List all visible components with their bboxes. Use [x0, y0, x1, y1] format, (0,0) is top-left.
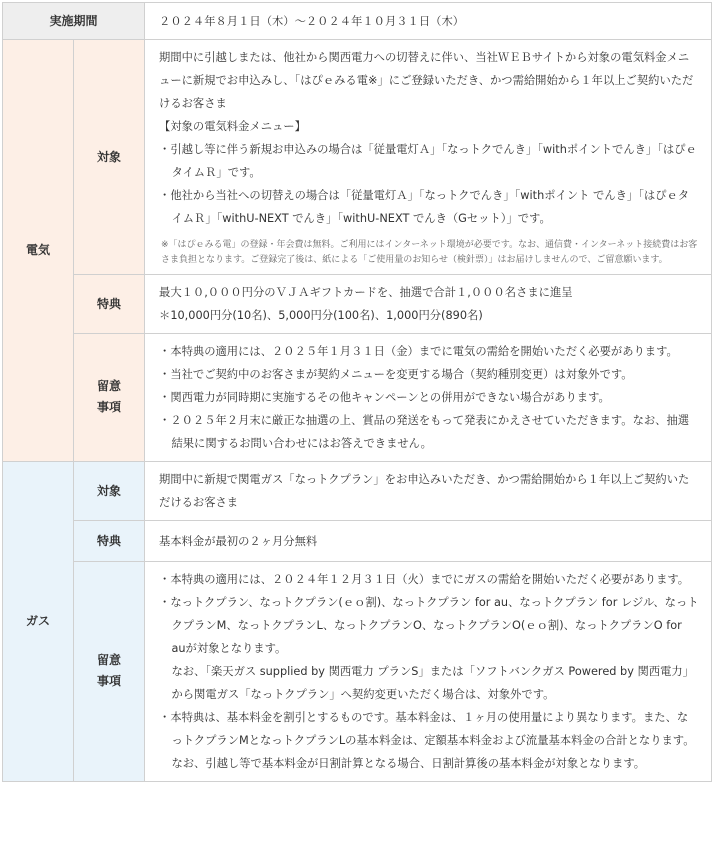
- gas-benefit-content: 基本料金が最初の２ヶ月分無料: [145, 521, 712, 562]
- campaign-details-table: [2, 2, 712, 782]
- electricity-target-footnote: ※「はぴｅみる電」の登録・年会費は無料。ご利用にはインターネット環境が必要です。なお、通信費・インターネット接続費はお客さま負担となります。ご登録完了後は、紙による「ご使用量のお知らせ（検針票）」はお届けしませんので、ご留意願います。: [161, 240, 698, 265]
- electricity-benefit-label: 特典: [74, 275, 145, 334]
- electricity-label: 電気: [3, 40, 74, 462]
- electricity-target-description: 期間中に引越しまたは、他社から関西電力への切替えに伴い、当社ＷＥＢサイトから対象の電気料金メニューに新規でお申込みし、「はぴｅみる電※」にご登録いただき、かつ需給開始から１年以上ご契約いただけるお客さま: [159, 51, 694, 110]
- gas-notes-content: [145, 562, 712, 782]
- electricity-note-item: ・当社でご契約中のお客さまが契約メニューを変更する場合（契約種別変更）は対象外です。: [159, 368, 633, 381]
- gas-target-row: [3, 462, 712, 521]
- electricity-benefit-breakdown: ＊10,000円分(10名)、5,000円分(100名)、1,000円分(890名): [159, 309, 483, 322]
- gas-target-content: 期間中に新規で関電ガス「なっトクプラン」をお申込みいただき、かつ需給開始から１年以上ご契約いただけるお客さま: [145, 462, 712, 521]
- gas-note-item: ・本特典は、基本料金を割引とするものです。基本料金は、１ヶ月の使用量により異なります。また、なっトクプランMとなっトクプランLの基本料金は、定額基本料金および流量基本料金の合計となります。なお、引越し等で基本料金が日割計算となる場合、日割計算後の基本料金が対象となります。: [159, 711, 695, 770]
- electricity-note-item: ・本特典の適用には、２０２５年１月３１日（金）までに電気の需給を開始いただく必要があります。: [159, 345, 678, 358]
- gas-target-label: 対象: [74, 462, 145, 521]
- gas-notes-label: [74, 562, 145, 782]
- electricity-menu-bullet-switch: ・他社から当社への切替えの場合は「従量電灯Ａ」「なっトクでんき」「withポイント でんき」「はぴｅタイムＲ」「withU-NEXT でんき」「withU-NEXT でんき（Gセット）」です。: [159, 189, 690, 225]
- gas-label: ガス: [3, 462, 74, 782]
- electricity-note-item: ・関西電力が同時期に実施するその他キャンペーンとの併用ができない場合があります。: [159, 391, 610, 404]
- gas-notes-row: [3, 562, 712, 782]
- period-row: [3, 3, 712, 40]
- electricity-notes-label: [74, 334, 145, 462]
- electricity-notes-label-text: 留意事項: [97, 379, 122, 414]
- period-value: ２０２４年８月１日（木）～２０２４年１０月３１日（木）: [145, 3, 712, 40]
- gas-benefit-row: [3, 521, 712, 562]
- electricity-notes-row: [3, 334, 712, 462]
- electricity-target-label: 対象: [74, 40, 145, 275]
- electricity-menu-bullet-new: ・引越し等に伴う新規お申込みの場合は「従量電灯Ａ」「なっトクでんき」「withポイントでんき」「はぴｅタイムＲ」です。: [159, 143, 697, 179]
- gas-benefit-label: 特典: [74, 521, 145, 562]
- gas-note-item: ・本特典の適用には、２０２４年１２月３１日（火）までにガスの需給を開始いただく必要があります。: [159, 573, 690, 586]
- electricity-benefit-content: [145, 275, 712, 334]
- electricity-note-item: ・２０２５年２月末に厳正な抽選の上、賞品の発送をもって発表にかえさせていただきます。なお、抽選結果に関するお問い合わせにはお答えできません。: [159, 414, 690, 450]
- gas-note-item-continuation: なお、「楽天ガス supplied by 関西電力 プランS」または「ソフトバンクガス Powered by 関西電力」から関電ガス「なっトクプラン」へ契約変更いただく場合は、対象外です。: [171, 665, 694, 701]
- gas-note-item: ・なっトクプラン、なっトクプラン(ｅｏ割)、なっトクプラン for au、なっトクプラン for レジル、なっトクプランM、なっトクプランL、なっトクプランO、なっトクプランO(ｅｏ割)、なっトクプランO for auが対象となります。: [159, 596, 699, 655]
- electricity-menu-heading: 【対象の電気料金メニュー】: [159, 120, 306, 133]
- electricity-target-content: [145, 40, 712, 275]
- electricity-target-row: [3, 40, 712, 275]
- electricity-benefit-row: [3, 275, 712, 334]
- period-label: 実施期間: [3, 3, 145, 40]
- gas-notes-label-text: 留意事項: [97, 653, 122, 688]
- electricity-notes-content: [145, 334, 712, 462]
- electricity-benefit-main: 最大１０,０００円分のＶＪＡギフトカードを、抽選で合計１,０００名さまに進呈: [159, 286, 573, 299]
